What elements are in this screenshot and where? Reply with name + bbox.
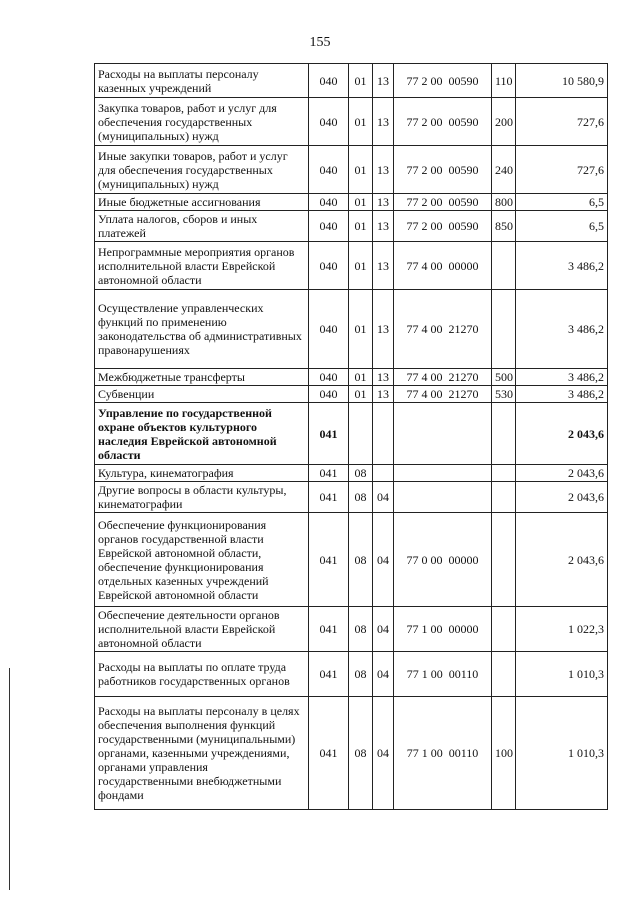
row-pr: 13: [373, 386, 394, 403]
row-rz: 01: [349, 386, 373, 403]
table-row: [95, 290, 608, 369]
row-sum: 10 580,9: [516, 64, 608, 98]
row-ved: 040: [309, 290, 349, 369]
margin-line: [9, 668, 10, 890]
table-row: [95, 482, 608, 513]
row-csr: 77 4 00 21270: [394, 386, 492, 403]
row-pr: 13: [373, 194, 394, 211]
row-csr: [394, 403, 492, 465]
row-rz: 01: [349, 98, 373, 146]
row-vr: [492, 482, 516, 513]
row-csr: 77 2 00 00590: [394, 211, 492, 242]
row-vr: 200: [492, 98, 516, 146]
table-row: [95, 697, 608, 810]
row-sum: 2 043,6: [516, 465, 608, 482]
row-vr: [492, 242, 516, 290]
row-ved: 041: [309, 403, 349, 465]
row-vr: [492, 290, 516, 369]
row-name: Иные бюджетные ассигнования: [95, 194, 309, 211]
row-vr: [492, 652, 516, 697]
row-csr: 77 2 00 00590: [394, 64, 492, 98]
row-sum: 3 486,2: [516, 242, 608, 290]
row-sum: 1 022,3: [516, 607, 608, 652]
table-row: [95, 652, 608, 697]
row-sum: 3 486,2: [516, 290, 608, 369]
row-csr: 77 0 00 00000: [394, 513, 492, 607]
row-pr: 13: [373, 64, 394, 98]
row-rz: 01: [349, 146, 373, 194]
row-ved: 040: [309, 386, 349, 403]
table-row: [95, 513, 608, 607]
row-pr: 13: [373, 98, 394, 146]
row-sum: 727,6: [516, 146, 608, 194]
table-row: [95, 64, 608, 98]
row-name: Уплата налогов, сборов и иных платежей: [95, 211, 309, 242]
row-sum: 1 010,3: [516, 697, 608, 810]
row-sum: 2 043,6: [516, 482, 608, 513]
row-name: Другие вопросы в области культуры, кинематографии: [95, 482, 309, 513]
row-name: Расходы на выплаты персоналу в целях обеспечения выполнения функций государственными (муниципальными) органами, казенными учреждениями, органами управления государственными внебюджетными фондами: [95, 697, 309, 810]
table-row: [95, 242, 608, 290]
row-csr: 77 2 00 00590: [394, 194, 492, 211]
row-ved: 040: [309, 369, 349, 386]
row-ved: 040: [309, 194, 349, 211]
row-pr: 13: [373, 290, 394, 369]
row-vr: [492, 513, 516, 607]
row-rz: [349, 403, 373, 465]
row-name: Культура, кинематография: [95, 465, 309, 482]
row-sum: 3 486,2: [516, 369, 608, 386]
table-row: [95, 146, 608, 194]
row-csr: 77 2 00 00590: [394, 98, 492, 146]
row-pr: 04: [373, 697, 394, 810]
table-row: [95, 194, 608, 211]
row-rz: 01: [349, 194, 373, 211]
row-name: Расходы на выплаты по оплате труда работников государственных органов: [95, 652, 309, 697]
row-rz: 08: [349, 482, 373, 513]
row-name: Обеспечение деятельности органов исполнительной власти Еврейской автономной области: [95, 607, 309, 652]
row-ved: 040: [309, 64, 349, 98]
row-csr: 77 1 00 00110: [394, 652, 492, 697]
table-row: [95, 403, 608, 465]
row-ved: 041: [309, 697, 349, 810]
budget-table: [94, 63, 608, 810]
row-rz: 08: [349, 652, 373, 697]
row-vr: 530: [492, 386, 516, 403]
row-pr: 13: [373, 211, 394, 242]
row-vr: 800: [492, 194, 516, 211]
row-vr: 850: [492, 211, 516, 242]
row-vr: [492, 403, 516, 465]
row-vr: 240: [492, 146, 516, 194]
row-sum: 3 486,2: [516, 386, 608, 403]
row-pr: 13: [373, 242, 394, 290]
row-csr: 77 2 00 00590: [394, 146, 492, 194]
row-rz: 01: [349, 242, 373, 290]
row-csr: 77 1 00 00000: [394, 607, 492, 652]
row-vr: 100: [492, 697, 516, 810]
table-row: [95, 607, 608, 652]
table-row: [95, 369, 608, 386]
row-ved: 041: [309, 465, 349, 482]
row-rz: 01: [349, 369, 373, 386]
row-name: Закупка товаров, работ и услуг для обеспечения государственных (муниципальных) нужд: [95, 98, 309, 146]
row-pr: 13: [373, 369, 394, 386]
row-pr: 04: [373, 652, 394, 697]
row-name: Непрограммные мероприятия органов исполнительной власти Еврейской автономной области: [95, 242, 309, 290]
row-rz: 08: [349, 697, 373, 810]
row-ved: 041: [309, 482, 349, 513]
row-ved: 040: [309, 242, 349, 290]
row-ved: 041: [309, 513, 349, 607]
row-sum: 6,5: [516, 194, 608, 211]
row-name: Субвенции: [95, 386, 309, 403]
table-row: [95, 386, 608, 403]
row-pr: [373, 465, 394, 482]
row-csr: 77 4 00 00000: [394, 242, 492, 290]
row-name: Обеспечение функционирования органов государственной власти Еврейской автономной области, обеспечение функционирования отдельных казенных учреждений Еврейской автономной области: [95, 513, 309, 607]
page-number: 155: [309, 35, 331, 50]
row-ved: 041: [309, 607, 349, 652]
table-row: [95, 465, 608, 482]
row-pr: 04: [373, 482, 394, 513]
row-sum: 2 043,6: [516, 403, 608, 465]
row-rz: 01: [349, 64, 373, 98]
row-pr: 04: [373, 607, 394, 652]
table-row: [95, 211, 608, 242]
row-rz: 01: [349, 290, 373, 369]
row-csr: [394, 482, 492, 513]
row-name: Управление по государственной охране объектов культурного наследия Еврейской автономной области: [95, 403, 309, 465]
row-name: Осуществление управленческих функций по применению законодательства об административных правонарушениях: [95, 290, 309, 369]
row-rz: 08: [349, 513, 373, 607]
row-vr: 110: [492, 64, 516, 98]
row-rz: 08: [349, 607, 373, 652]
row-csr: 77 4 00 21270: [394, 290, 492, 369]
row-csr: [394, 465, 492, 482]
row-csr: 77 4 00 21270: [394, 369, 492, 386]
row-ved: 041: [309, 652, 349, 697]
row-ved: 040: [309, 146, 349, 194]
row-vr: [492, 607, 516, 652]
row-rz: 08: [349, 465, 373, 482]
row-pr: [373, 403, 394, 465]
row-pr: 13: [373, 146, 394, 194]
row-vr: [492, 465, 516, 482]
row-ved: 040: [309, 98, 349, 146]
row-sum: 1 010,3: [516, 652, 608, 697]
row-rz: 01: [349, 211, 373, 242]
row-ved: 040: [309, 211, 349, 242]
row-csr: 77 1 00 00110: [394, 697, 492, 810]
row-name: Иные закупки товаров, работ и услуг для обеспечения государственных (муниципальных) нужд: [95, 146, 309, 194]
row-vr: 500: [492, 369, 516, 386]
row-name: Межбюджетные трансферты: [95, 369, 309, 386]
table-body: [95, 64, 608, 810]
row-sum: 727,6: [516, 98, 608, 146]
row-name: Расходы на выплаты персоналу казенных учреждений: [95, 64, 309, 98]
table-row: [95, 98, 608, 146]
row-sum: 6,5: [516, 211, 608, 242]
row-pr: 04: [373, 513, 394, 607]
row-sum: 2 043,6: [516, 513, 608, 607]
